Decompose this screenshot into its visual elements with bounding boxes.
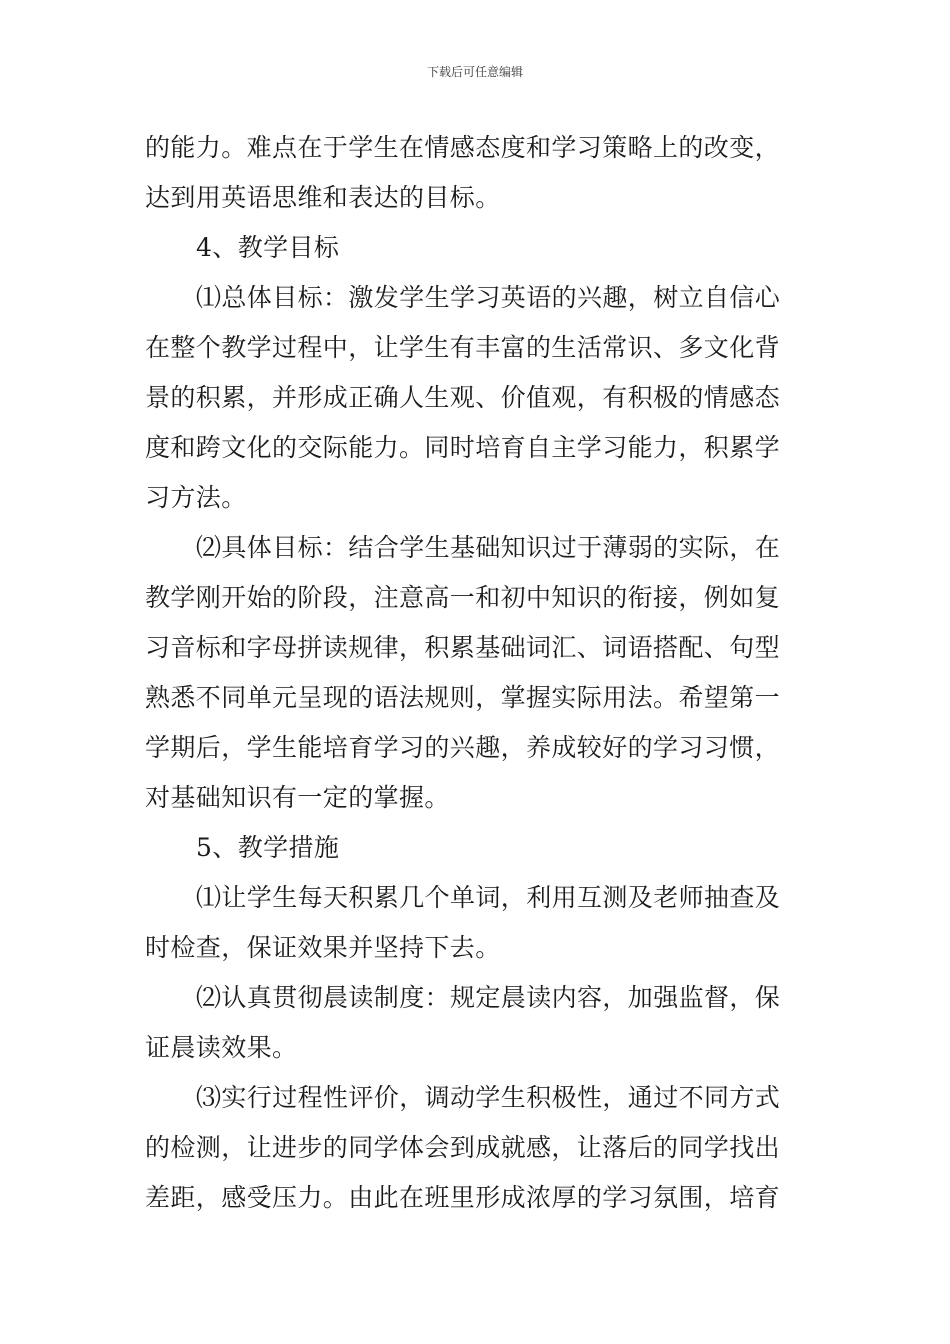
page-header: 下载后可任意编辑 [426, 65, 523, 79]
body-line: 达到用英语思维和表达的目标。 [145, 183, 501, 212]
body-line: 熟悉不同单元呈现的语法规则，掌握实际用法。希望第一 [145, 683, 781, 712]
body-line: ⑵具体目标：结合学生基础知识过于薄弱的实际，在 [196, 533, 781, 562]
body-line: 度和跨文化的交际能力。同时培育自主学习能力，积累学 [145, 433, 781, 462]
body-line: 景的积累，并形成正确人生观、价值观，有积极的情感态 [145, 383, 781, 412]
body-line: 在整个教学过程中，让学生有丰富的生活常识、多文化背 [145, 333, 781, 362]
body-line: 对基础知识有一定的掌握。 [145, 783, 450, 812]
body-line: 习音标和字母拼读规律，积累基础词汇、词语搭配、句型 [145, 633, 781, 662]
body-line: 学期后，学生能培育学习的兴趣，养成较好的学习习惯， [145, 733, 781, 762]
body-line: 证晨读效果。 [145, 1033, 298, 1062]
section-heading: 5、教学措施 [196, 833, 340, 862]
body-line: ⑵认真贯彻晨读制度：规定晨读内容，加强监督，保 [196, 983, 781, 1012]
body-line: 教学刚开始的阶段，注意高一和初中知识的衔接，例如复 [145, 583, 781, 612]
body-line: 的能力。难点在于学生在情感态度和学习策略上的改变， [145, 133, 781, 162]
body-line: 时检查，保证效果并坚持下去。 [145, 933, 501, 962]
body-line: 习方法。 [145, 483, 247, 512]
body-line: 差距，感受压力。由此在班里形成浓厚的学习氛围，培育 [145, 1183, 781, 1212]
body-line: ⑴让学生每天积累几个单词，利用互测及老师抽查及 [196, 883, 781, 912]
body-line: 的检测，让进步的同学体会到成就感，让落后的同学找出 [145, 1133, 781, 1162]
body-line: ⑶实行过程性评价，调动学生积极性，通过不同方式 [196, 1083, 781, 1112]
body-line: ⑴总体目标：激发学生学习英语的兴趣，树立自信心 [196, 283, 781, 312]
section-heading: 4、教学目标 [196, 233, 340, 262]
